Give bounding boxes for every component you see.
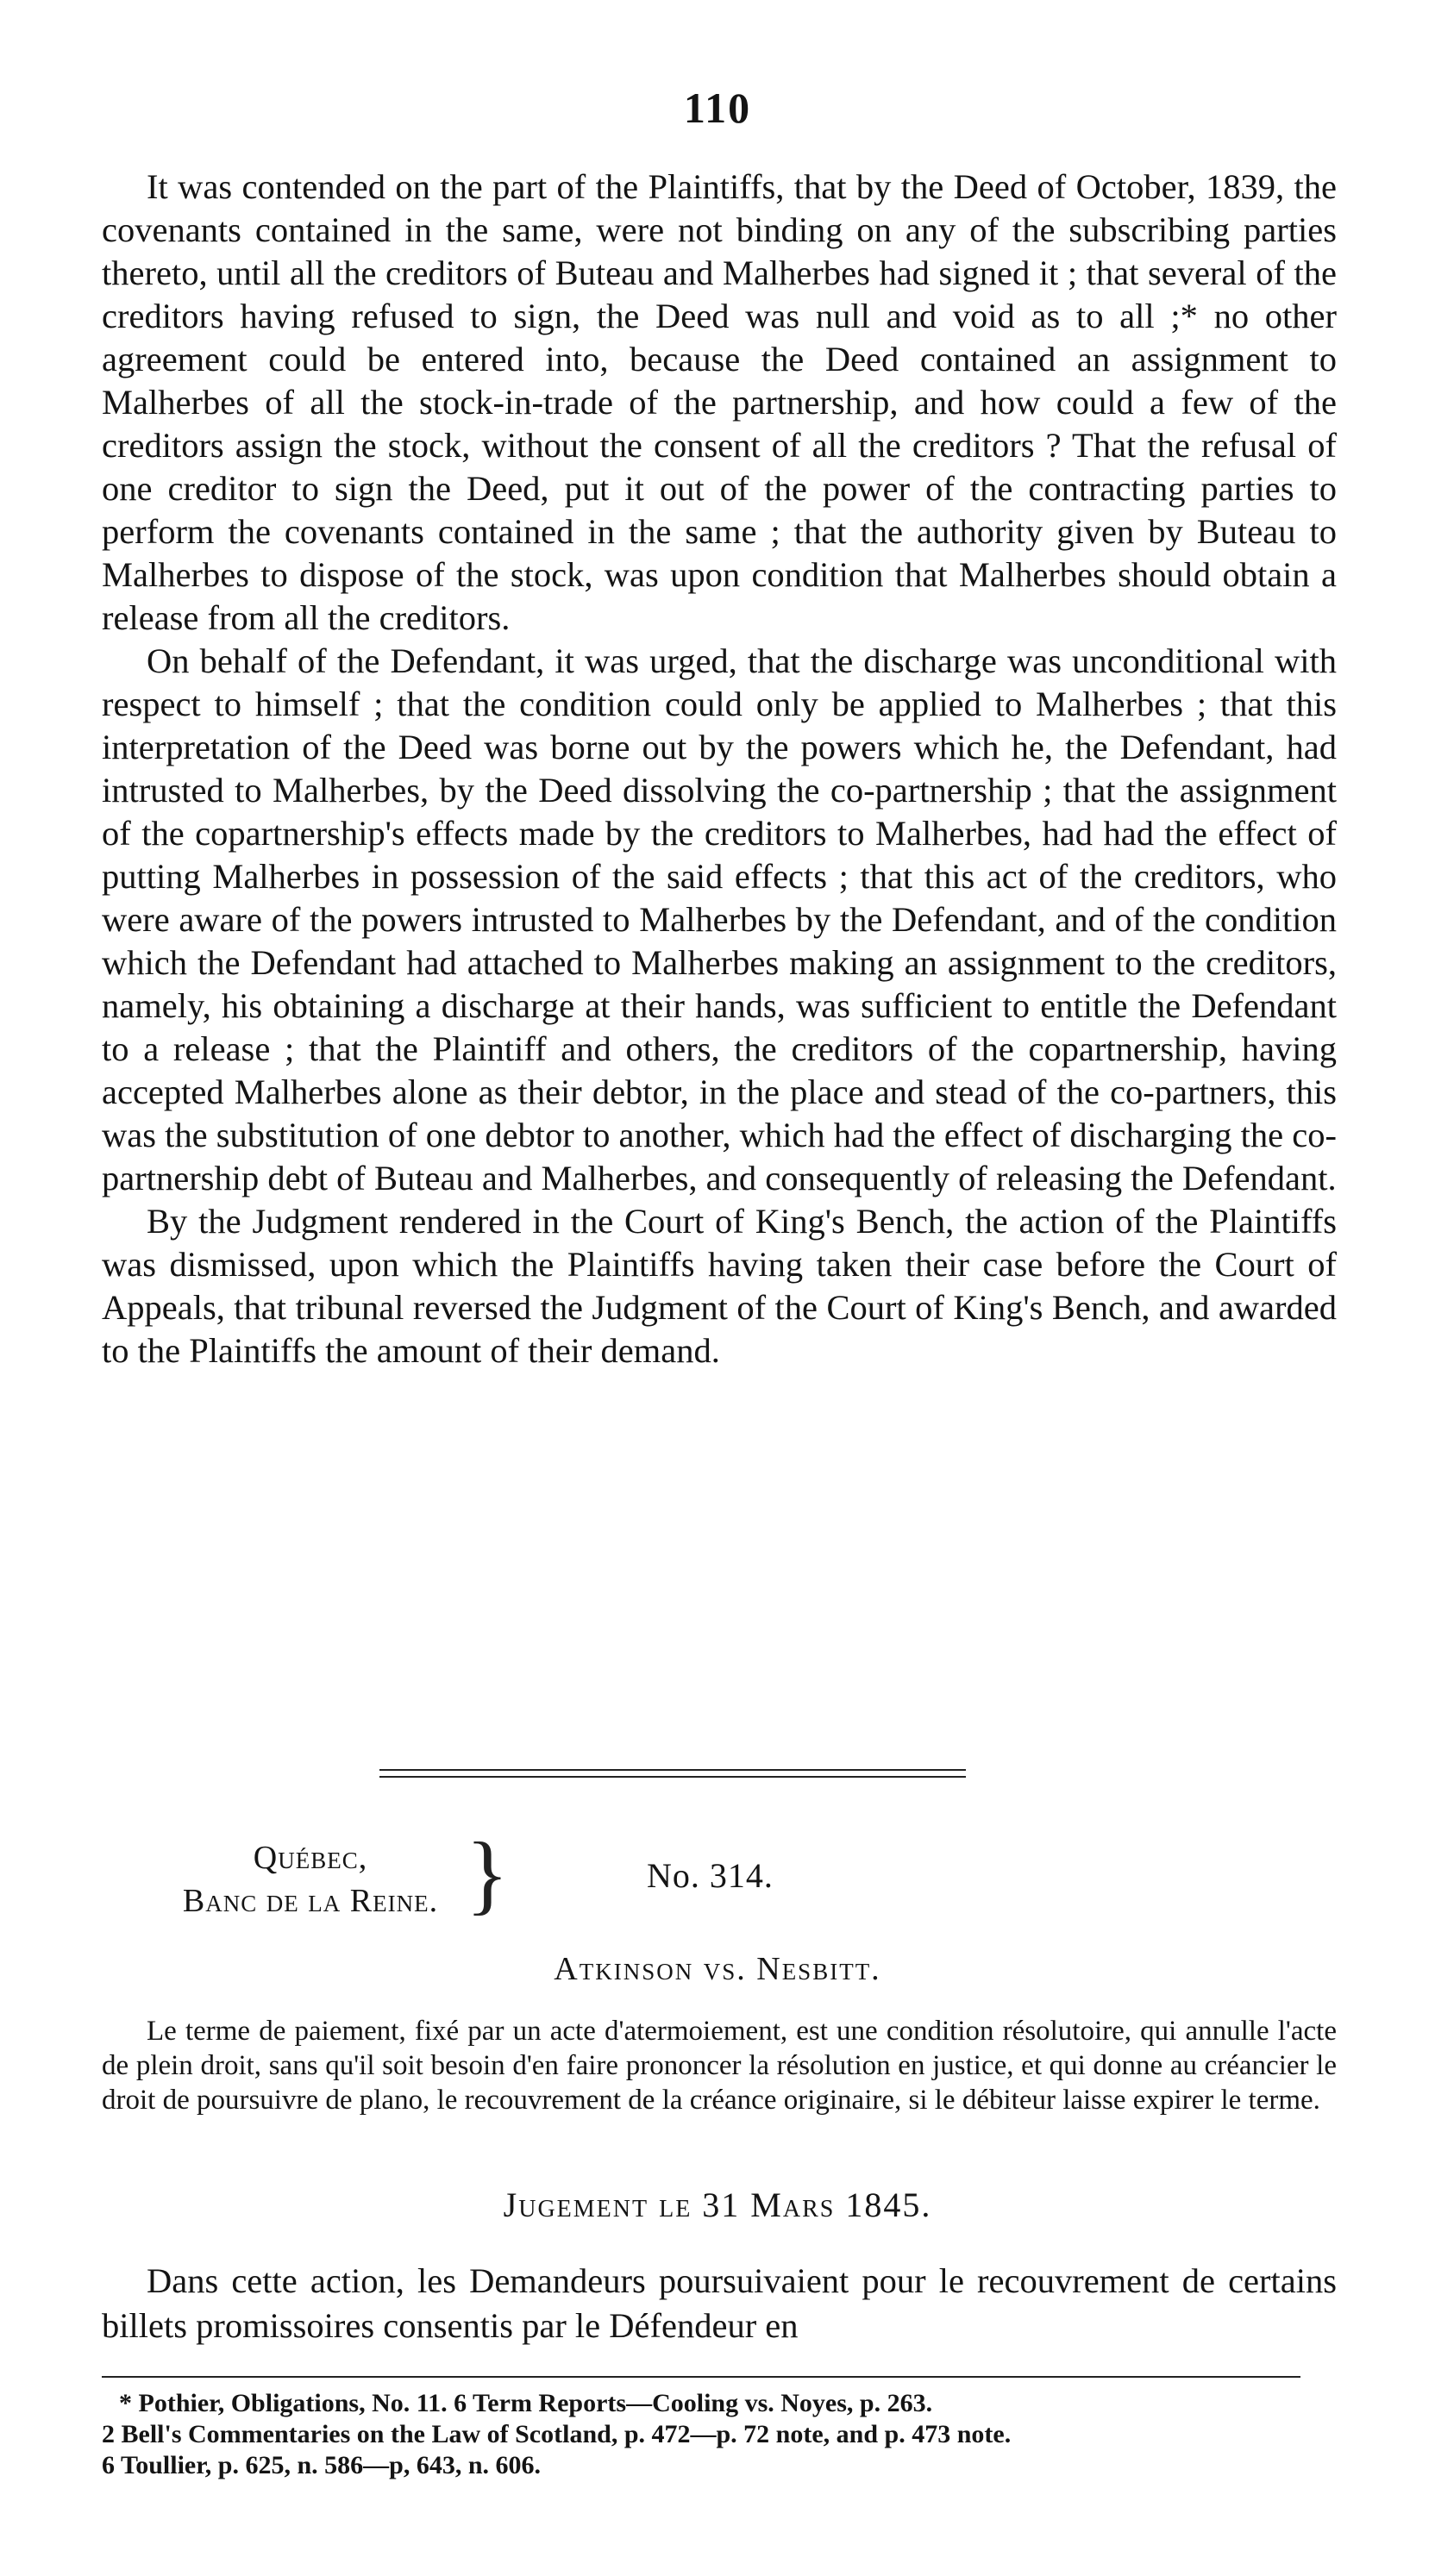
case-parties: Atkinson vs. Nesbitt. — [554, 1951, 881, 1987]
case-number: No. 314. — [647, 1856, 774, 1895]
paragraph-defendant-argument: On behalf of the Defendant, it was urged, that the discharge was unconditional with respect to himself ; that the condition could only be applied to Malherbes ; that this interpretation of the Deed was borne out by the powers which he, the Defendant, had intrusted to Malherbes, by the Deed dissolving the co-partnership ; that the assignment of the copartnership's effects made by the creditors to Malherbes, had had the effect of putting Malherbes in possession of the said effects ; that this act of the creditors, who were aware of the powers intrusted to Malherbes by the Defendant, and of the condition which the Defendant had attached to Malherbes making an assignment to the creditors, namely, his obtaining a discharge at their hands, was sufficient to entitle the Defendant to a release ; that the Plaintiff and others, the creditors of the copartnership, having accepted Malherbes alone as their debtor, in the place and stead of the co-partners, this was the substitution of one debtor to another, which had the effect of discharging the co-partnership debt of Buteau and Malherbes, and consequently of releasing the Defendant. — [102, 641, 1337, 1197]
court-city: Québec, — [253, 1840, 368, 1876]
court-brace: } — [466, 1824, 509, 1923]
paragraph-plaintiffs-argument: It was contended on the part of the Plaintiffs, that by the Deed of October, 1839, the covenants contained in the same, were not binding on any of the subscribing parties thereto, until all the creditors of Buteau and Malherbes had signed it ; that several of the creditors having refused to sign, the Deed was null and void as to all ;* no other agreement could be entered into, because the Deed contained an assignment to Malherbes of all the stock-in-trade of the partnership, and how could a few of the creditors assign the stock, without the consent of all the creditors ? That the refusal of one creditor to sign the Deed, put it out of the power of the contracting parties to perform the covenants contained in the same ; that the authority given by Buteau to Malherbes to dispose of the stock, was upon condition that Malherbes should obtain a release from all the creditors. — [102, 167, 1337, 637]
footnote-line: 2 Bell's Commentaries on the Law of Scotland, p. 472—p. 72 note, and p. 473 note. — [102, 2420, 1012, 2448]
footnotes — [102, 2388, 1344, 2481]
court-name: Banc de la Reine. — [182, 1883, 439, 1919]
judgment-date: Jugement le 31 Mars 1845. — [503, 2185, 932, 2224]
opening-paragraph: Dans cette action, les Demandeurs poursuivaient pour le recouvrement de certains billets promissoires consentis par le Défendeur en — [102, 2261, 1337, 2345]
footnote-line: * Pothier, Obligations, No. 11. 6 Term Reports—Cooling vs. Noyes, p. 263. — [119, 2389, 933, 2417]
case-opening-text — [102, 2259, 1337, 2348]
case-headnote — [102, 2014, 1337, 2117]
footnote-divider — [102, 2376, 1300, 2378]
case-court-block — [129, 1836, 492, 1923]
page-number: 110 — [683, 84, 752, 132]
footnote-line: 6 Toullier, p. 625, n. 586—p, 643, n. 606. — [102, 2451, 542, 2479]
paragraph-judgment: By the Judgment rendered in the Court of King's Bench, the action of the Plaintiffs was dismissed, upon which the Plaintiffs having taken their case before the Court of Appeals, that tribunal reversed the Judgment of the Court of King's Bench, and awarded to the Plaintiffs the amount of their demand. — [102, 1202, 1337, 1370]
section-divider — [379, 1769, 966, 1778]
headnote-text: Le terme de paiement, fixé par un acte d'atermoiement, est une condition résolutoire, qui annulle l'acte de plein droit, sans qu'il soit besoin d'en faire prononcer la résolution en justice, et qui donne au créancier le droit de poursuivre de plano, le recouvrement de la créance originaire, si le débiteur laisse expirer le terme. — [102, 2016, 1337, 2116]
main-body-text — [102, 166, 1337, 1372]
